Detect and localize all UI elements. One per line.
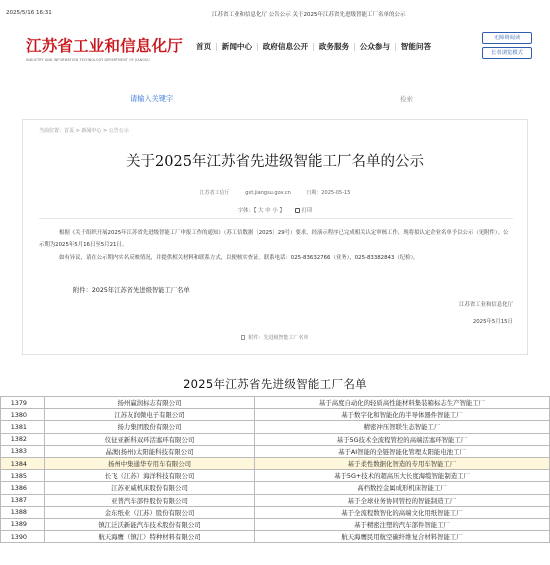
logo-chinese-name: 江苏省工业和信息化厅 <box>26 37 184 55</box>
font-size-selector[interactable]: 字体：【 大 中 小 】 <box>237 208 285 214</box>
table-row <box>1 531 550 543</box>
article-meta <box>23 189 527 196</box>
issuing-org: 江苏省工业和信息化厅 <box>459 302 513 308</box>
elder-mode-button[interactable]: 长者浏览模式 <box>482 47 532 59</box>
table-row <box>1 494 550 506</box>
factory-list-table <box>0 396 550 543</box>
project-name: 基于5G技术全流程管控的高端活塞环智能工厂 <box>255 433 550 445</box>
company-name: 金东纸业（江苏）股份有限公司 <box>45 506 255 518</box>
document-title: 2025年江苏省先进级智能工厂名单 <box>183 377 367 391</box>
nav-separator: | <box>256 42 259 51</box>
project-name: 基于高度自动化的轻质高性能材料集装箱标志生产智能工厂 <box>255 397 550 409</box>
row-number: 1379 <box>1 397 45 409</box>
font-size-bar <box>23 206 527 214</box>
table-row <box>1 409 550 421</box>
company-name: 航天海鹰（镇江）特种材料有限公司 <box>45 531 255 543</box>
site-logo[interactable] <box>26 34 183 62</box>
nav-separator: | <box>353 42 356 51</box>
company-name: 江苏亚威机床股份有限公司 <box>45 482 255 494</box>
row-number: 1380 <box>1 409 45 421</box>
company-name: 扬州中集通华专用车有限公司 <box>45 457 255 469</box>
attachment-document <box>0 370 550 565</box>
company-name: 扬州赢润标志有限公司 <box>45 397 255 409</box>
search-button[interactable]: 检索 <box>400 95 413 103</box>
search-input[interactable] <box>130 92 310 104</box>
project-name: 精密冲压智联生态智能工厂 <box>255 421 550 433</box>
company-name: 仪征亚新科双环活塞环有限公司 <box>45 433 255 445</box>
print-timestamp: 2025/5/16 16:31 <box>6 10 52 16</box>
nav-news[interactable]: 新闻中心 <box>221 42 253 51</box>
row-number: 1389 <box>1 518 45 530</box>
attachment-file-name: 附件：先进级智能工厂名单 <box>248 335 309 341</box>
table-row <box>1 445 550 457</box>
company-name: 晶澳(扬州)太阳能科技有限公司 <box>45 445 255 457</box>
nav-separator: | <box>312 42 315 51</box>
row-number: 1383 <box>1 445 45 457</box>
nav-services[interactable]: 政务服务 <box>318 42 350 51</box>
logo-english-name: INDUSTRY AND INFORMATION TECHNOLOGY DEPARTMENT OF JIANGSU <box>26 58 150 62</box>
project-name: 基于全流程数智化的高端文化用纸智能工厂 <box>255 506 550 518</box>
main-nav <box>196 41 431 52</box>
article-date: 日期：2025-05-15 <box>306 190 351 196</box>
table-row <box>1 506 550 518</box>
row-number: 1384 <box>1 457 45 469</box>
table-row <box>1 457 550 469</box>
attachment-link[interactable] <box>23 334 527 341</box>
company-name: 镇江泛沃新能汽车技术股份有限公司 <box>45 518 255 530</box>
search-bar <box>0 76 550 116</box>
article-paragraph-1: 根据《关于组织开展2025年江苏省先进级智能工厂申报工作的通知》（苏工信数据〔2025〕29号）要求，经演示程序已完成相关认定审核工作，现将拟认定企业名单予以公示（见附件）。公示期为2025年5月16日至5月21日。 <box>39 230 509 248</box>
attachment-note: 附件：2025年江苏省先进级智能工厂名单 <box>73 287 190 294</box>
table-row <box>1 518 550 530</box>
project-name: 基于数字化和智能化的半导体器件智能工厂 <box>255 409 550 421</box>
nav-gov-info[interactable]: 政府信息公开 <box>262 42 309 51</box>
company-name: 江苏友润微电子有限公司 <box>45 409 255 421</box>
row-number: 1386 <box>1 482 45 494</box>
nav-home[interactable]: 首页 <box>196 42 212 51</box>
project-name: 基于5G+技术的超高压大长度海缆智能制造工厂 <box>255 470 550 482</box>
project-name: 高档数控金属成形机床智能工厂 <box>255 482 550 494</box>
company-name: 扬力集团股份有限公司 <box>45 421 255 433</box>
page-title: 关于2025年江苏省先进级智能工厂名单的公示 <box>126 154 424 170</box>
row-number: 1390 <box>1 531 45 543</box>
sign-date: 2025年5月15日 <box>472 319 513 325</box>
print-button[interactable] <box>295 208 313 214</box>
table-row <box>1 482 550 494</box>
nav-participation[interactable]: 公众参与 <box>359 42 391 51</box>
divider <box>39 218 513 219</box>
nav-separator: | <box>215 42 218 51</box>
print-label: 打印 <box>301 208 313 214</box>
row-number: 1388 <box>1 506 45 518</box>
company-name: 长飞（江苏）海洋科技有限公司 <box>45 470 255 482</box>
site-header <box>0 22 550 70</box>
article-paragraph-2: 如有异议，请在公示期内实名反映情况，并提供相关材料和联系方式，以便核实查证。联系电话：025-83632766（业务），025-83382843（纪检）。 <box>59 255 419 261</box>
article-site: gxt.jiangsu.gov.cn <box>245 190 291 196</box>
project-name: 航天海鹰民用航空碳纤维复合材料智能工厂 <box>255 531 550 543</box>
row-number: 1381 <box>1 421 45 433</box>
file-icon <box>241 335 245 340</box>
table-row <box>1 433 550 445</box>
article-source: 江苏省工信厅 <box>199 190 230 196</box>
page-tab-title: 江苏省工业和信息化厅 公告公示 关于2025年江苏省先进级智能工厂名单的公示 <box>212 12 406 18</box>
barrier-free-button[interactable]: 无障碍阅读 <box>482 32 532 44</box>
table-row <box>1 470 550 482</box>
accessibility-tools <box>482 32 532 62</box>
table-row <box>1 421 550 433</box>
nav-qa[interactable]: 智能问答 <box>400 42 432 51</box>
article-panel <box>22 119 528 355</box>
project-name: 基于精密注塑的汽车部件智能工厂 <box>255 518 550 530</box>
project-name: 基于柔性数据化智造的专用车智能工厂 <box>255 457 550 469</box>
project-name: 基于AI智能的全链智能化管理太阳能电池工厂 <box>255 445 550 457</box>
breadcrumb[interactable]: 当前位置：首页 > 新闻中心 > 公告公示 <box>39 128 129 134</box>
row-number: 1382 <box>1 433 45 445</box>
row-number: 1385 <box>1 470 45 482</box>
table-row <box>1 397 550 409</box>
row-number: 1387 <box>1 494 45 506</box>
company-name: 亚普汽车部件股份有限公司 <box>45 494 255 506</box>
printer-icon <box>295 208 300 213</box>
project-name: 基于全球业务协同管控的智能制造工厂 <box>255 494 550 506</box>
nav-separator: | <box>394 42 397 51</box>
browser-topbar <box>0 0 550 22</box>
